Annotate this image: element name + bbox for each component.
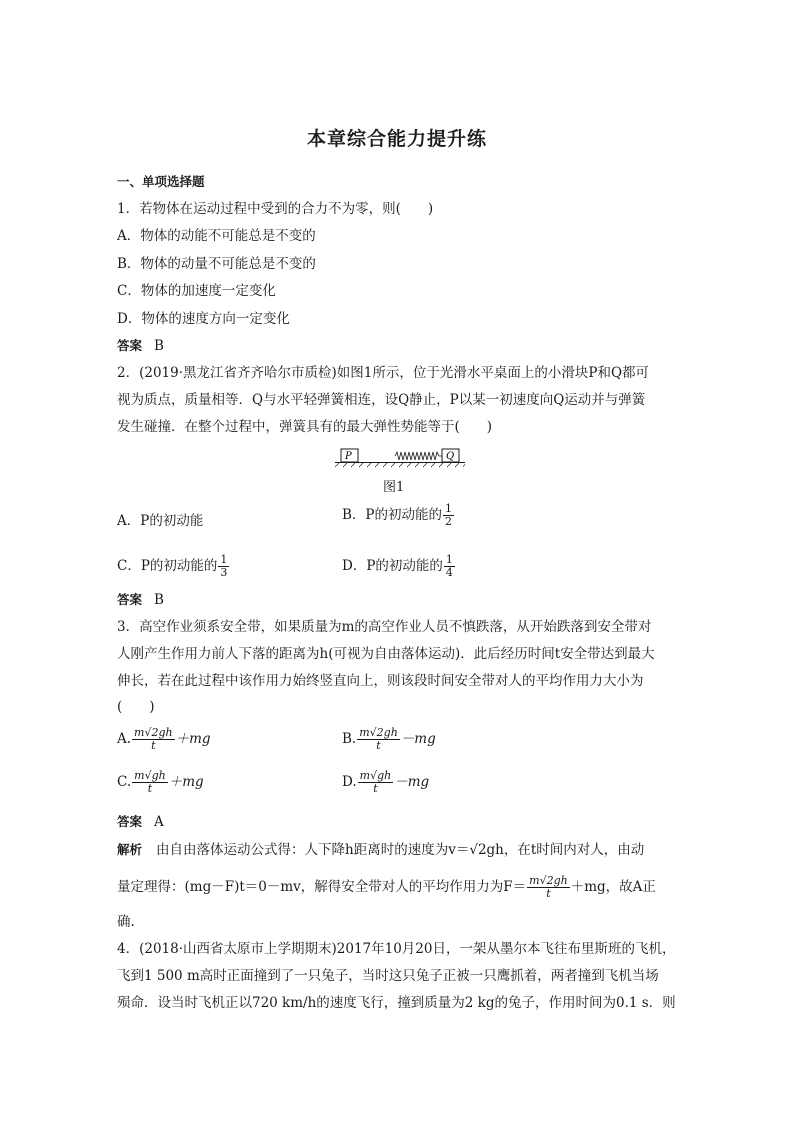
q3-option-d [342,770,429,795]
numerator: 1 [445,553,453,566]
numerator: m√2gh [134,726,173,739]
q2-stem-line2: 视为质点，质量相等．Q与水平轻弹簧相连，设Q静止，P以某一初速度向Q运动并与弹簧 [117,392,646,408]
q2-option-c [117,554,230,579]
fraction [444,554,455,579]
denominator: t [376,739,381,752]
answer-value: A [154,814,164,830]
fraction [527,875,570,900]
denominator: t [151,739,156,752]
q1-answer [117,336,164,356]
block-p-label: P [345,451,352,462]
numerator: m√2gh [529,874,568,887]
q2-option-d [342,554,456,579]
fraction [132,727,175,752]
option-letter: C. [117,774,132,790]
analysis-text: 量定理得：(mg－F)t＝0－mv，解得安全带对人的平均作用力为F＝ [117,879,527,895]
answer-value: B [154,338,164,354]
q3-option-a [117,727,211,752]
q3-stem-line4: ( ) [117,699,155,715]
option-suffix: ＋mg [168,774,204,790]
option-text: D．P的初动能的 [342,558,443,574]
numerator: m√gh [359,769,392,782]
q3-option-c [117,770,204,795]
denominator: t [546,887,551,900]
q3-analysis-line2 [117,875,656,900]
analysis-text: 由自由落体运动公式得：人下降h距离时的速度为v＝√2gh，在t时间内对人，由动 [156,842,645,858]
numerator: 1 [445,502,453,515]
option-text: C．P的初动能的 [117,558,218,574]
q2-stem-line1: 2．(2019·黑龙江省齐齐哈尔市质检)如图1所示，位于光滑水平桌面上的小滑块P和Q都可 [117,365,650,381]
q3-analysis-line3: 确. [117,914,135,930]
denominator: 4 [445,566,453,579]
q2-option-a: A．P的初动能 [117,513,204,529]
block-q-label: Q [446,451,455,462]
q1-option-c: C．物体的加速度一定变化 [117,283,276,299]
page-title: 本章综合能力提升练 [306,128,487,150]
denominator: t [147,782,153,795]
spring [395,452,442,460]
analysis-label: 解析 [117,842,143,857]
q2-answer [117,590,164,610]
option-letter: A. [117,731,132,747]
numerator: 1 [220,553,228,566]
denominator: 2 [445,515,453,528]
analysis-text: ＋mg，故A正 [570,879,656,895]
option-text: B．P的初动能的 [342,507,443,523]
fraction [218,554,229,579]
answer-label: 答案 [117,592,143,607]
q1-stem: 1．若物体在运动过程中受到的合力不为零，则( ) [117,201,434,217]
q4-stem-line3: 殒命．设当时飞机正以720 km/h的速度飞行，撞到质量为2 kg的兔子，作用时间为0.1 s．则 [117,995,676,1011]
q3-analysis-line1 [117,840,644,860]
q4-stem-line2: 飞到1 500 m高时正面撞到了一只兔子，当时这只兔子正被一只鹰抓着，两者撞到飞机当场 [117,968,659,984]
q1-option-b: B．物体的动量不可能总是不变的 [117,256,316,272]
figure-caption: 图1 [383,480,405,495]
option-suffix: ＋mg [175,731,211,747]
fraction [132,770,168,795]
denominator: t [373,782,378,795]
numerator: m√gh [134,769,166,782]
q4-stem-line1: 4．(2018·山西省太原市上学期期末)2017年10月20日，一架从墨尔本飞往布里斯班的飞机， [117,941,676,957]
fraction [443,503,454,528]
fraction [357,727,400,752]
q3-stem-line1: 3．高空作业须系安全带，如果质量为m的高空作业人员不慎跌落，从开始跌落到安全带对 [117,619,652,635]
q2-option-b [342,503,455,528]
answer-label: 答案 [117,338,143,353]
q3-stem-line2: 人刚产生作用力前人下落的距离为h(可视为自由落体运动)．此后经历时间t安全带达到最大 [117,646,655,662]
spring-block-figure [335,447,465,469]
denominator: 3 [220,566,228,579]
q3-option-b [342,727,436,752]
q2-stem-line3: 发生碰撞．在整个过程中，弹簧具有的最大弹性势能等于( ) [117,419,493,435]
section-heading: 一、单项选择题 [117,174,205,189]
numerator: m√2gh [359,726,398,739]
option-suffix: －mg [400,731,436,747]
option-suffix: －mg [394,774,430,790]
surface-hatching [335,463,465,467]
q1-option-a: A．物体的动能不可能总是不变的 [117,228,316,244]
q3-answer [117,812,164,832]
answer-value: B [154,592,164,608]
q3-stem-line3: 伸长，若在此过程中该作用力始终竖直向上，则该段时间安全带对人的平均作用力大小为 [117,673,644,689]
option-letter: D. [342,774,357,790]
answer-label: 答案 [117,814,143,829]
option-letter: B. [342,731,357,747]
q1-option-d: D．物体的速度方向一定变化 [117,311,290,327]
fraction [358,770,394,795]
